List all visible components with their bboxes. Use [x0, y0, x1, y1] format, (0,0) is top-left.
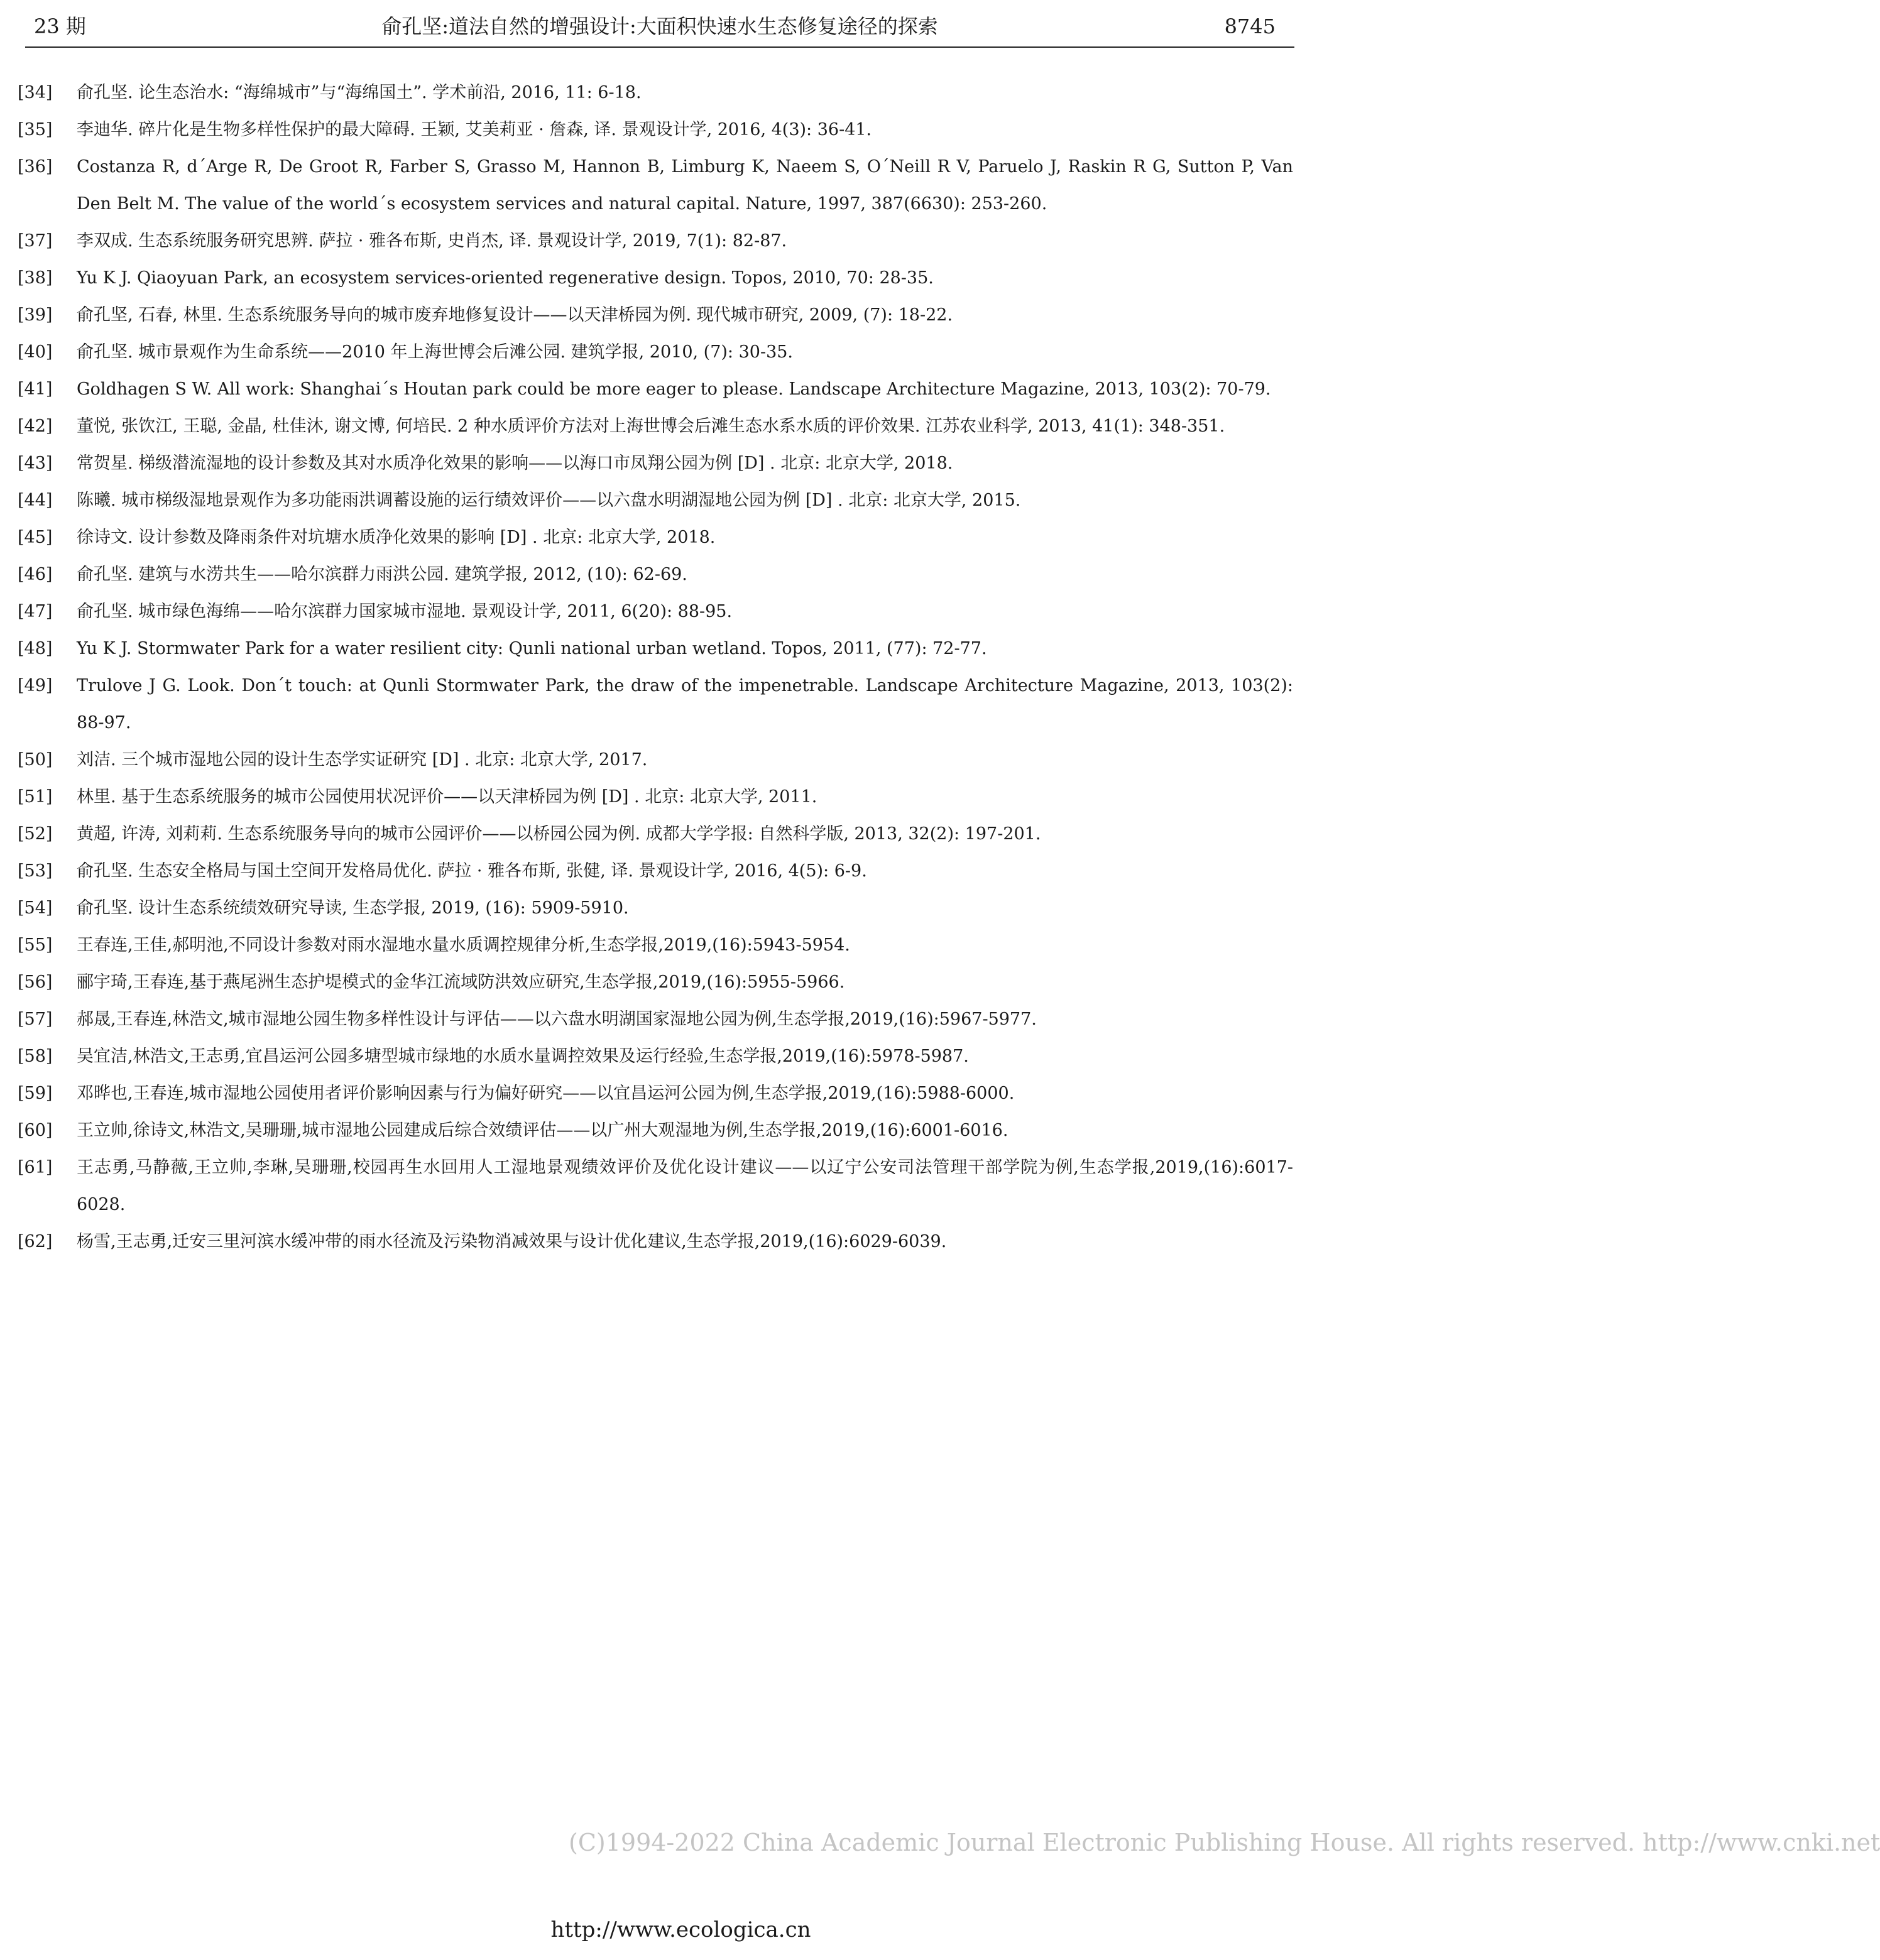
reference-text: Goldhagen S W. All work: Shanghai´s Houtan park could be more eager to please. Landscape Architecture Magazine, 2013, 103(2): 70-79.: [77, 379, 1271, 399]
reference-item: [18, 927, 1293, 964]
reference-text: 俞孔坚. 城市景观作为生命系统——2010 年上海世博会后滩公园. 建筑学报, 2010, (7): 30-35.: [77, 342, 794, 362]
copyright-watermark: (C)1994-2022 China Academic Journal Electronic Publishing House. All rights reserved. http://www.cnki.net: [569, 1829, 1880, 1856]
reference-number: [36]: [18, 157, 53, 177]
reference-number: [57]: [18, 1010, 53, 1029]
reference-number: [55]: [18, 935, 53, 955]
reference-item: [18, 1223, 1293, 1260]
reference-text: 邓晔也,王春连,城市湿地公园使用者评价影响因素与行为偏好研究——以宜昌运河公园为例,生态学报,2019,(16):5988-6000.: [77, 1084, 1015, 1103]
reference-number: [58]: [18, 1047, 53, 1066]
reference-number: [60]: [18, 1121, 53, 1140]
reference-number: [48]: [18, 639, 53, 658]
reference-item: [18, 815, 1293, 852]
reference-number: [35]: [18, 120, 53, 139]
reference-item: [18, 890, 1293, 927]
reference-number: [42]: [18, 416, 53, 436]
reference-item: [18, 556, 1293, 593]
reference-text: 俞孔坚, 石春, 林里. 生态系统服务导向的城市废弃地修复设计——以天津桥园为例. 现代城市研究, 2009, (7): 18-22.: [77, 305, 953, 325]
reference-text: 徐诗文. 设计参数及降雨条件对坑塘水质净化效果的影响 [D] . 北京: 北京大学, 2018.: [77, 528, 716, 547]
reference-item: [18, 74, 1293, 111]
reference-number: [34]: [18, 83, 53, 102]
reference-item: [18, 482, 1293, 519]
reference-text: 常贺星. 梯级潜流湿地的设计参数及其对水质净化效果的影响——以海口市凤翔公园为例 [D] . 北京: 北京大学, 2018.: [77, 454, 953, 473]
reference-number: [38]: [18, 268, 53, 288]
reference-item: [18, 297, 1293, 334]
reference-number: [45]: [18, 528, 53, 547]
reference-text: 王立帅,徐诗文,林浩文,吴珊珊,城市湿地公园建成后综合效绩评估——以广州大观湿地为例,生态学报,2019,(16):6001-6016.: [77, 1121, 1008, 1140]
running-title: 俞孔坚:道法自然的增强设计:大面积快速水生态修复途径的探索: [381, 14, 938, 38]
reference-text: Costanza R, d´Arge R, De Groot R, Farber S, Grasso M, Hannon B, Limburg K, Naeem S, O´Neill R V, Paruelo J, Raskin R G, Sutton P, Van Den Belt M. The value of the world´s ecosystem services and natural capital. Nature, 1997, 387(6630): 253-260.: [77, 157, 1293, 214]
reference-text: 林里. 基于生态系统服务的城市公园使用状况评价——以天津桥园为例 [D] . 北京: 北京大学, 2011.: [77, 787, 817, 807]
reference-text: 俞孔坚. 生态安全格局与国土空间开发格局优化. 萨拉 · 雅各布斯, 张健, 译. 景观设计学, 2016, 4(5): 6-9.: [77, 861, 867, 881]
reference-text: 俞孔坚. 城市绿色海绵——哈尔滨群力国家城市湿地. 景观设计学, 2011, 6(20): 88-95.: [77, 602, 733, 621]
footer-url: http://www.ecologica.cn: [550, 1917, 811, 1942]
reference-text: Trulove J G. Look. Don´t touch: at Qunli Stormwater Park, the draw of the impenetrable. Landscape Architecture Magazine, 2013, 103(2): 88-97.: [77, 676, 1293, 732]
reference-number: [46]: [18, 565, 53, 584]
reference-item: [18, 852, 1293, 890]
reference-item: [18, 519, 1293, 556]
reference-number: [37]: [18, 231, 53, 251]
reference-text: 俞孔坚. 建筑与水涝共生——哈尔滨群力雨洪公园. 建筑学报, 2012, (10): 62-69.: [77, 565, 687, 584]
reference-number: [59]: [18, 1084, 53, 1103]
reference-number: [49]: [18, 676, 53, 695]
reference-number: [51]: [18, 787, 53, 807]
reference-number: [44]: [18, 491, 53, 510]
page-number: 8745: [1224, 14, 1276, 38]
reference-number: [50]: [18, 750, 53, 770]
issue-number: 23 期: [34, 14, 86, 38]
reference-text: 刘洁. 三个城市湿地公园的设计生态学实证研究 [D] . 北京: 北京大学, 2017.: [77, 750, 648, 770]
reference-item: [18, 222, 1293, 259]
reference-item: [18, 630, 1293, 667]
reference-text: 董悦, 张饮江, 王聪, 金晶, 杜佳沐, 谢文博, 何培民. 2 种水质评价方法对上海世博会后滩生态水系水质的评价效果. 江苏农业科学, 2013, 41(1): 348-351.: [77, 416, 1225, 436]
reference-item: [18, 334, 1293, 371]
reference-text: 王志勇,马静薇,王立帅,李琳,吴珊珊,校园再生水回用人工湿地景观绩效评价及优化设计建议——以辽宁公安司法管理干部学院为例,生态学报,2019,(16):6017-6028.: [77, 1158, 1293, 1214]
reference-number: [61]: [18, 1158, 53, 1177]
running-header: [25, 6, 1294, 48]
reference-text: Yu K J. Stormwater Park for a water resilient city: Qunli national urban wetland. Topos, 2011, (77): 72-77.: [77, 639, 987, 658]
reference-item: [18, 1075, 1293, 1112]
reference-item: [18, 259, 1293, 297]
reference-item: [18, 1038, 1293, 1075]
reference-number: [54]: [18, 898, 53, 918]
reference-text: 郝晟,王春连,林浩文,城市湿地公园生物多样性设计与评估——以六盘水明湖国家湿地公园为例,生态学报,2019,(16):5967-5977.: [77, 1010, 1037, 1029]
reference-item: [18, 408, 1293, 445]
reference-item: [18, 148, 1293, 222]
reference-number: [39]: [18, 305, 53, 325]
reference-list: [18, 74, 1293, 1260]
reference-number: [62]: [18, 1232, 53, 1251]
reference-text: 吴宜洁,林浩文,王志勇,宜昌运河公园多塘型城市绿地的水质水量调控效果及运行经验,生态学报,2019,(16):5978-5987.: [77, 1047, 969, 1066]
reference-text: 李双成. 生态系统服务研究思辨. 萨拉 · 雅各布斯, 史肖杰, 译. 景观设计学, 2019, 7(1): 82-87.: [77, 231, 787, 251]
reference-item: [18, 964, 1293, 1001]
reference-text: 郦宇琦,王春连,基于燕尾洲生态护堤模式的金华江流域防洪效应研究,生态学报,2019,(16):5955-5966.: [77, 972, 845, 992]
reference-item: [18, 1001, 1293, 1038]
reference-number: [52]: [18, 824, 53, 844]
reference-number: [47]: [18, 602, 53, 621]
reference-number: [43]: [18, 454, 53, 473]
reference-item: [18, 741, 1293, 778]
reference-item: [18, 445, 1293, 482]
reference-number: [41]: [18, 379, 53, 399]
reference-item: [18, 593, 1293, 630]
reference-number: [56]: [18, 972, 53, 992]
reference-number: [53]: [18, 861, 53, 881]
reference-item: [18, 1112, 1293, 1149]
reference-text: 俞孔坚. 论生态治水: “海绵城市”与“海绵国土”. 学术前沿, 2016, 11: 6-18.: [77, 83, 642, 102]
reference-text: 王春连,王佳,郝明池,不同设计参数对雨水湿地水量水质调控规律分析,生态学报,2019,(16):5943-5954.: [77, 935, 850, 955]
reference-item: [18, 778, 1293, 815]
reference-item: [18, 667, 1293, 741]
reference-number: [40]: [18, 342, 53, 362]
reference-text: 李迪华. 碎片化是生物多样性保护的最大障碍. 王颖, 艾美莉亚 · 詹森, 译. 景观设计学, 2016, 4(3): 36-41.: [77, 120, 872, 139]
reference-item: [18, 1149, 1293, 1223]
reference-text: 黄超, 许涛, 刘莉莉. 生态系统服务导向的城市公园评价——以桥园公园为例. 成都大学学报: 自然科学版, 2013, 32(2): 197-201.: [77, 824, 1041, 844]
reference-text: 杨雪,王志勇,迁安三里河滨水缓冲带的雨水径流及污染物消减效果与设计优化建议,生态学报,2019,(16):6029-6039.: [77, 1232, 947, 1251]
reference-text: 陈曦. 城市梯级湿地景观作为多功能雨洪调蓄设施的运行绩效评价——以六盘水明湖湿地公园为例 [D] . 北京: 北京大学, 2015.: [77, 491, 1021, 510]
reference-text: Yu K J. Qiaoyuan Park, an ecosystem services-oriented regenerative design. Topos, 2010, 70: 28-35.: [77, 268, 934, 288]
reference-item: [18, 371, 1293, 408]
reference-text: 俞孔坚. 设计生态系统绩效研究导读, 生态学报, 2019, (16): 5909-5910.: [77, 898, 629, 918]
reference-item: [18, 111, 1293, 148]
